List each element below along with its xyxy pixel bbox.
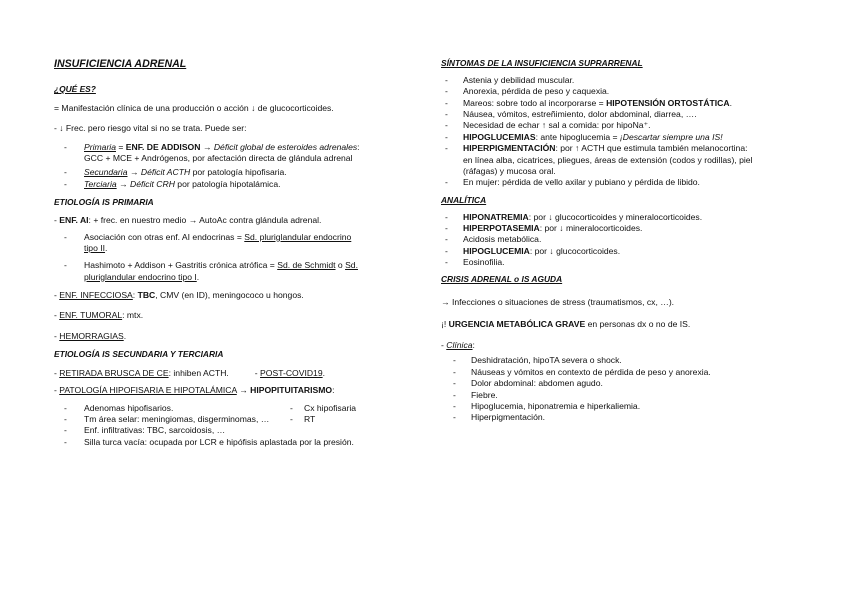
hiperpig-line2: en línea alba, cicatrices, pliegues, áreas de extensión (codos y rodillas), piel bbox=[463, 154, 753, 165]
sintomas-heading: SÍNTOMAS DE LA INSUFICIENCIA SUPRARRENAL bbox=[441, 58, 643, 68]
hashimoto-line2: pluriglandular endocrino tipo I. bbox=[84, 271, 200, 282]
etio-secundaria-heading: ETIOLOGÍA IS SECUNDARIA Y TERCIARIA bbox=[54, 348, 224, 359]
list-item: - HIPERPIGMENTACIÓN: por ↑ ACTH que estimula también melanocortina: bbox=[445, 143, 748, 154]
patologia-line: - PATOLOGÍA HIPOFISARIA E HIPOTALÁMICA → HIPOPITUITARISMO: bbox=[54, 385, 335, 396]
urgencia-line: ¡! URGENCIA METABÓLICA GRAVE en personas dx o no de IS. bbox=[441, 318, 691, 329]
list-item: - Hipoglucemia, hiponatremia e hiperkaliemia. bbox=[453, 400, 641, 411]
definition-line: = Manifestación clínica de una producción o acción ↓ de glucocorticoides. bbox=[54, 103, 334, 114]
primaria-item: - Primaria = ENF. DE ADDISON → Déficit global de esteroides adrenales: bbox=[64, 141, 360, 152]
arrow-down-icon: ↓ bbox=[59, 123, 64, 134]
list-item: - Hiperpigmentación. bbox=[453, 412, 546, 423]
list-item: - Acidosis metabólica. bbox=[445, 234, 542, 245]
list-item: - Necesidad de echar ↑ sal a comida: por hipoNa⁺. bbox=[445, 120, 651, 131]
page-title: INSUFICIENCIA ADRENAL bbox=[54, 58, 187, 70]
secundaria-item: - Secundaria → Déficit ACTH por patología hipofisaria. bbox=[64, 167, 287, 178]
asociacion-item: - Asociación con otras enf. AI endocrinas = Sd. pluriglandular endocrino bbox=[64, 231, 352, 242]
clinica-line: - Clínica: bbox=[441, 340, 475, 351]
enf-ai-line: - ENF. AI: + frec. en nuestro medio → AutoAc contra glándula adrenal. bbox=[54, 215, 322, 226]
list-item: - Enf. infiltrativas: TBC, sarcoidosis, … bbox=[64, 425, 226, 436]
retirada-line: - RETIRADA BRUSCA DE CE: inhiben ACTH. - POST-COVID19. bbox=[54, 368, 325, 379]
list-item: - Astenia y debilidad muscular. bbox=[445, 75, 575, 86]
analitica-heading: ANALÍTICA bbox=[441, 194, 487, 205]
list-item: - Anorexia, pérdida de peso y caquexia. bbox=[445, 86, 610, 97]
hemorragias-line: - HEMORRAGIAS. bbox=[54, 330, 127, 341]
postcovid: - POST-COVID19. bbox=[254, 368, 325, 379]
crisis-heading: CRISIS ADRENAL o IS AGUDA bbox=[441, 274, 563, 285]
tumoral-line: - ENF. TUMORAL: mtx. bbox=[54, 310, 144, 321]
list-item: - Eosinofilia. bbox=[445, 257, 505, 267]
terciaria-item: - Terciaria → Déficit CRH por patología hipotalámica. bbox=[64, 178, 281, 189]
infecciosa-line: - ENF. INFECCIOSA: TBC, CMV (en ID), meningococo u hongos. bbox=[54, 289, 304, 300]
list-item: - Mareos: sobre todo al incorporarse = HIPOTENSIÓN ORTOSTÁTICA. bbox=[445, 97, 732, 108]
list-item: - Tm área selar: meningiomas, disgerminomas, … - RT bbox=[64, 414, 316, 425]
list-item: - HIPOGLUCEMIAS: ante hipoglucemia = ¡Descartar siempre una IS! bbox=[445, 131, 723, 142]
list-item: - Náuseas y vómitos en contexto de pérdida de peso y anorexia. bbox=[453, 366, 711, 377]
list-item: - Fiebre. bbox=[453, 389, 498, 400]
right-column bbox=[441, 56, 807, 423]
list-item: - HIPOGLUCEMIA: por ↓ glucocorticoides. bbox=[445, 245, 621, 256]
arrow-down-icon: ↓ bbox=[251, 103, 256, 114]
list-item: - Adenomas hipofisarios. - Cx hipofisaria bbox=[64, 402, 357, 413]
list-item: - Deshidratación, hipoTA severa o shock. bbox=[453, 355, 622, 366]
asociacion-line2: tipo II. bbox=[84, 242, 108, 253]
infecciones-line: → Infecciones o situaciones de stress (traumatismos, cx, …). bbox=[441, 297, 675, 308]
que-es-heading: ¿QUÉ ES? bbox=[54, 83, 96, 94]
etio-primaria-heading: ETIOLOGÍA IS PRIMARIA bbox=[54, 197, 154, 208]
list-item: - Náusea, vómitos, estreñimiento, dolor abdominal, diarrea, …. bbox=[445, 109, 697, 120]
list-item: - Silla turca vacía: ocupada por LCR e hipófisis aplastada por la presión. bbox=[64, 436, 354, 447]
list-item: - En mujer: pérdida de vello axilar y pubiano y pérdida de libido. bbox=[445, 177, 700, 188]
frecuencia-line: - ↓ Frec. pero riesgo vital si no se trata. Puede ser: bbox=[54, 123, 247, 134]
left-column bbox=[54, 56, 414, 447]
hashimoto-item: - Hashimoto + Addison + Gastritis crónica atrófica = Sd. de Schmidt o Sd. bbox=[64, 260, 358, 271]
hiperpig-line3: (ráfagas) y mucosa oral. bbox=[463, 165, 556, 176]
list-item: - HIPONATREMIA: por ↓ glucocorticoides y mineralocorticoides. bbox=[445, 211, 703, 222]
list-item: - HIPERPOTASEMIA: por ↓ mineralocorticoides. bbox=[445, 222, 643, 233]
primaria-line2: GCC + MCE + Andrógenos, por afectación directa de glándula adrenal bbox=[84, 153, 353, 164]
list-item: - Dolor abdominal: abdomen agudo. bbox=[453, 378, 603, 389]
